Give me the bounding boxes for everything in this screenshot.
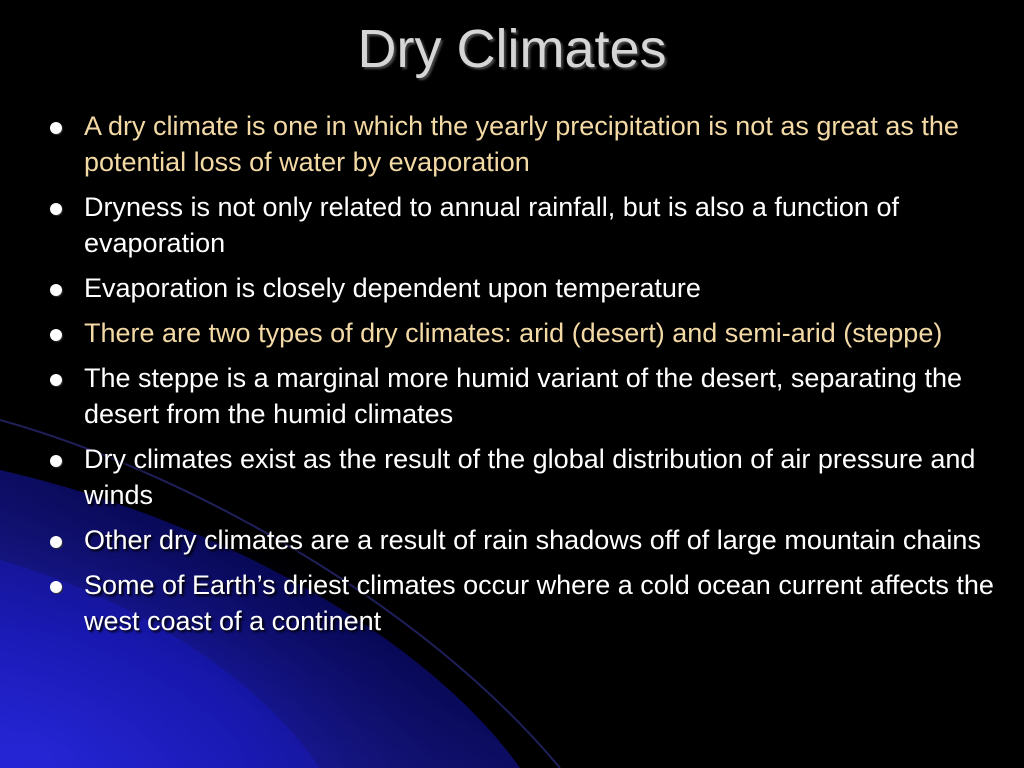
bullet-item xyxy=(44,189,994,261)
bullet-item xyxy=(44,315,994,351)
bullet-dot-icon xyxy=(50,203,62,215)
bullet-text: Dry climates exist as the result of the global distribution of air pressure and winds xyxy=(84,444,976,510)
bullet-item xyxy=(44,108,994,180)
bullet-text: A dry climate is one in which the yearly precipitation is not as great as the potential loss of water by evaporation xyxy=(84,111,959,177)
bullet-item xyxy=(44,360,994,432)
bullet-dot-icon xyxy=(50,374,62,386)
bullet-text: Other dry climates are a result of rain shadows off of large mountain chains xyxy=(84,525,981,555)
bullet-dot-icon xyxy=(50,329,62,341)
bullet-item xyxy=(44,441,994,513)
bullet-text: Dryness is not only related to annual rainfall, but is also a function of evaporation xyxy=(84,192,899,258)
bullet-dot-icon xyxy=(50,536,62,548)
bullet-list xyxy=(44,108,994,648)
bullet-item xyxy=(44,522,994,558)
bullet-dot-icon xyxy=(50,455,62,467)
bullet-text: There are two types of dry climates: arid (desert) and semi-arid (steppe) xyxy=(84,318,943,348)
slide-title: Dry Climates xyxy=(357,19,667,79)
bullet-dot-icon xyxy=(50,284,62,296)
bullet-dot-icon xyxy=(50,581,62,593)
bullet-item xyxy=(44,270,994,306)
bullet-item xyxy=(44,567,994,639)
bullet-text: Evaporation is closely dependent upon temperature xyxy=(84,273,701,303)
bullet-text: The steppe is a marginal more humid variant of the desert, separating the desert from the humid climates xyxy=(84,363,962,429)
bullet-text: Some of Earth’s driest climates occur where a cold ocean current affects the west coast of a continent xyxy=(84,570,994,636)
bullet-dot-icon xyxy=(50,122,62,134)
